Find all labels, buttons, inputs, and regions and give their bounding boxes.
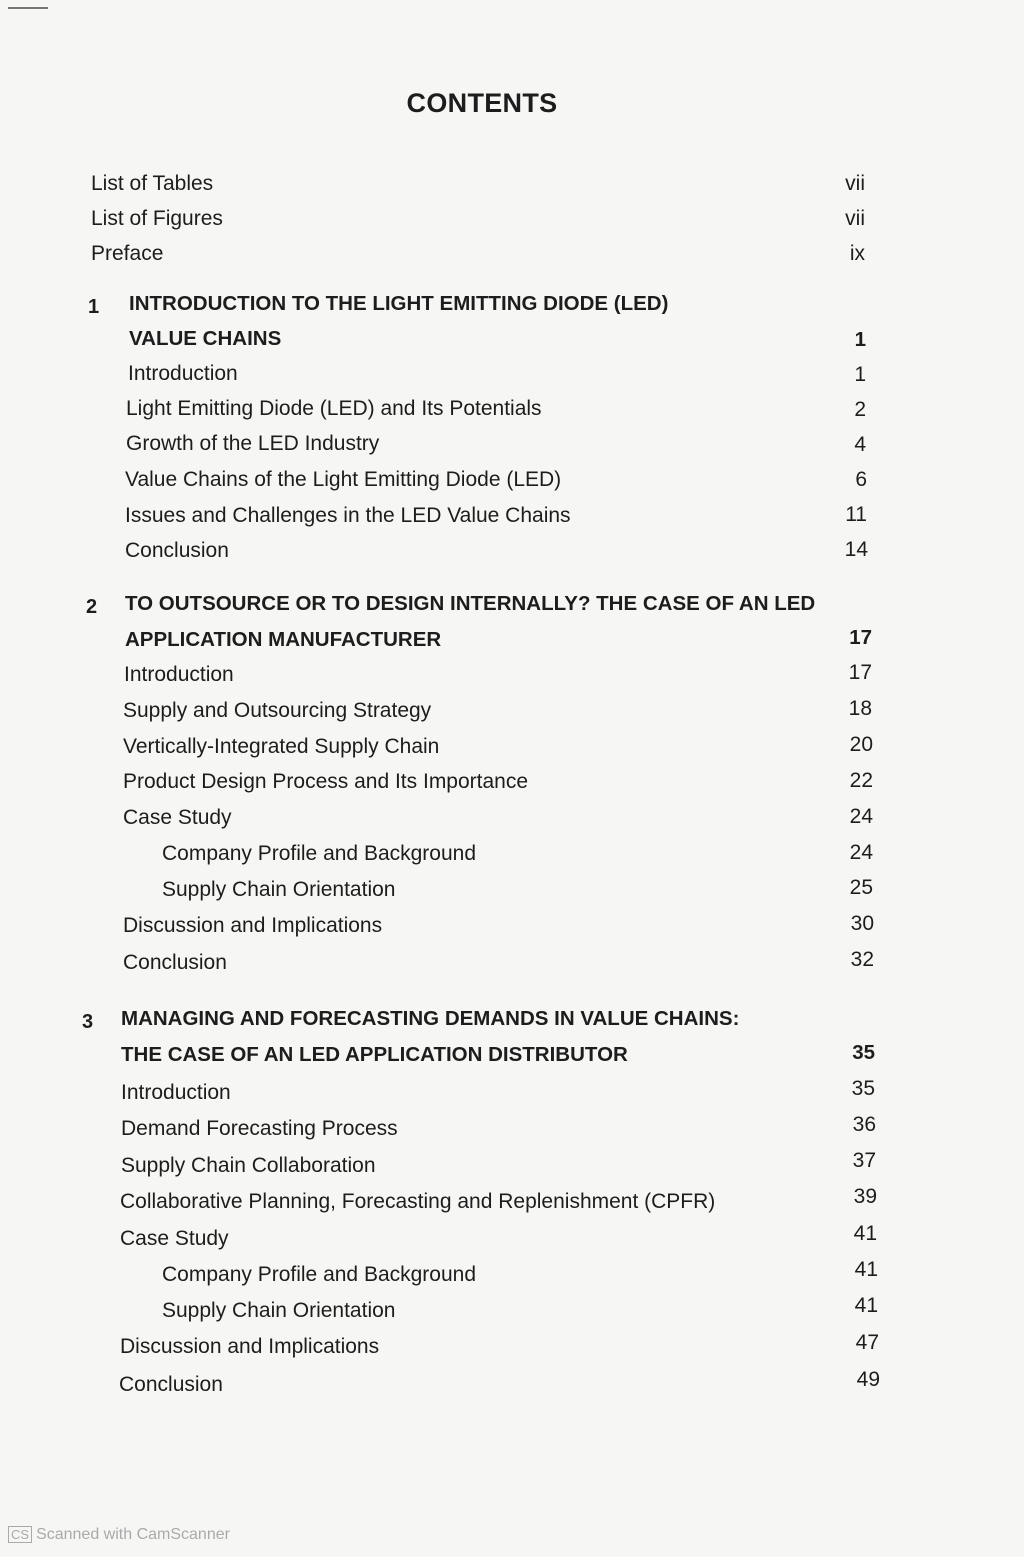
toc-entry-label: Discussion and Implications: [123, 914, 383, 937]
toc-entry-label: Discussion and Implications: [120, 1335, 380, 1358]
chapter-number: 2: [86, 596, 98, 618]
toc-entry-label: Conclusion: [119, 1373, 223, 1396]
chapter-title: MANAGING AND FORECASTING DEMANDS IN VALUE CHAINS:: [121, 1007, 740, 1030]
toc-entry-page: 41: [853, 1222, 877, 1245]
chapter-title: INTRODUCTION TO THE LIGHT EMITTING DIODE (LED): [129, 292, 669, 315]
chapter-title: APPLICATION MANUFACTURER: [125, 628, 442, 651]
toc-entry-page: 41: [854, 1258, 878, 1281]
toc-entry-label: Introduction: [128, 362, 238, 385]
chapter-title: VALUE CHAINS: [129, 327, 282, 350]
toc-entry-label: Product Design Process and Its Importance: [123, 770, 529, 793]
toc-entry-label: Supply and Outsourcing Strategy: [123, 699, 432, 722]
toc-entry-page: 6: [855, 468, 867, 491]
chapter-page: 1: [854, 328, 866, 351]
toc-entry-page: 2: [854, 398, 866, 421]
toc-entry-label: Introduction: [124, 663, 234, 686]
toc-entry-page: ix: [849, 242, 865, 265]
toc-subentry-label: Supply Chain Orientation: [162, 878, 396, 901]
toc-entry-page: vii: [845, 207, 865, 230]
toc-entry-label: Demand Forecasting Process: [121, 1117, 398, 1140]
toc-entry-label: Conclusion: [125, 539, 229, 562]
watermark-text: Scanned with CamScanner: [36, 1526, 230, 1543]
toc-entry-page: 24: [849, 841, 873, 864]
toc-entry-page: 35: [851, 1077, 875, 1100]
toc-entry-label: Conclusion: [123, 951, 227, 974]
toc-entry-label: Value Chains of the Light Emitting Diode (LED): [125, 468, 562, 491]
toc-entry-label: Issues and Challenges in the LED Value Chains: [125, 504, 571, 527]
toc-entry-page: 36: [852, 1113, 876, 1136]
toc-entry-page: 17: [848, 661, 872, 684]
toc-entry-page: 24: [849, 805, 873, 828]
toc-entry-label: Vertically-Integrated Supply Chain: [123, 735, 440, 758]
scanner-watermark: [8, 1526, 230, 1544]
toc-entry-label: Growth of the LED Industry: [126, 432, 380, 455]
toc-entry-page: 37: [852, 1149, 876, 1172]
toc-entry-page: 32: [850, 948, 874, 971]
chapter-page: 17: [849, 626, 872, 649]
toc-subentry-label: Company Profile and Background: [162, 842, 477, 865]
toc-entry-page: 1: [854, 363, 866, 386]
toc-entry-page: 14: [844, 538, 868, 561]
toc-entry-label: Light Emitting Diode (LED) and Its Potentials: [126, 397, 542, 420]
toc-entry-label: Preface: [91, 242, 164, 265]
camscanner-logo-icon: CS: [8, 1526, 32, 1543]
toc-entry-page: 20: [849, 733, 873, 756]
toc-entry-label: List of Figures: [91, 207, 223, 230]
toc-entry-page: 18: [848, 697, 872, 720]
toc-entry-page: 4: [854, 433, 866, 456]
toc-entry-page: vii: [845, 172, 865, 195]
toc-subentry-label: Company Profile and Background: [162, 1263, 477, 1286]
toc-subentry-label: Supply Chain Orientation: [162, 1299, 396, 1322]
chapter-number: 1: [88, 296, 100, 318]
toc-entry-page: 39: [853, 1185, 877, 1208]
page-title: CONTENTS: [406, 88, 558, 118]
toc-entry-page: 11: [845, 503, 867, 526]
toc-entry-label: Case Study: [120, 1227, 229, 1250]
toc-entry-page: 22: [849, 769, 873, 792]
toc-entry-page: 30: [850, 912, 874, 935]
chapter-title: THE CASE OF AN LED APPLICATION DISTRIBUTOR: [121, 1043, 628, 1066]
toc-entry-label: Case Study: [123, 806, 232, 829]
toc-entry-label: Introduction: [121, 1081, 231, 1104]
toc-entry-label: List of Tables: [91, 172, 214, 195]
chapter-title: TO OUTSOURCE OR TO DESIGN INTERNALLY? THE CASE OF AN LED: [125, 592, 816, 615]
toc-entry-page: 41: [854, 1294, 878, 1317]
scan-edge-mark: [8, 7, 48, 9]
toc-entry-label: Supply Chain Collaboration: [121, 1154, 376, 1177]
toc-entry-label: Collaborative Planning, Forecasting and Replenishment (CPFR): [120, 1190, 716, 1213]
chapter-page: 35: [852, 1041, 875, 1064]
toc-entry-page: 49: [856, 1368, 880, 1391]
chapter-number: 3: [82, 1011, 94, 1033]
toc-entry-page: 47: [855, 1331, 879, 1354]
toc-entry-page: 25: [849, 876, 873, 899]
